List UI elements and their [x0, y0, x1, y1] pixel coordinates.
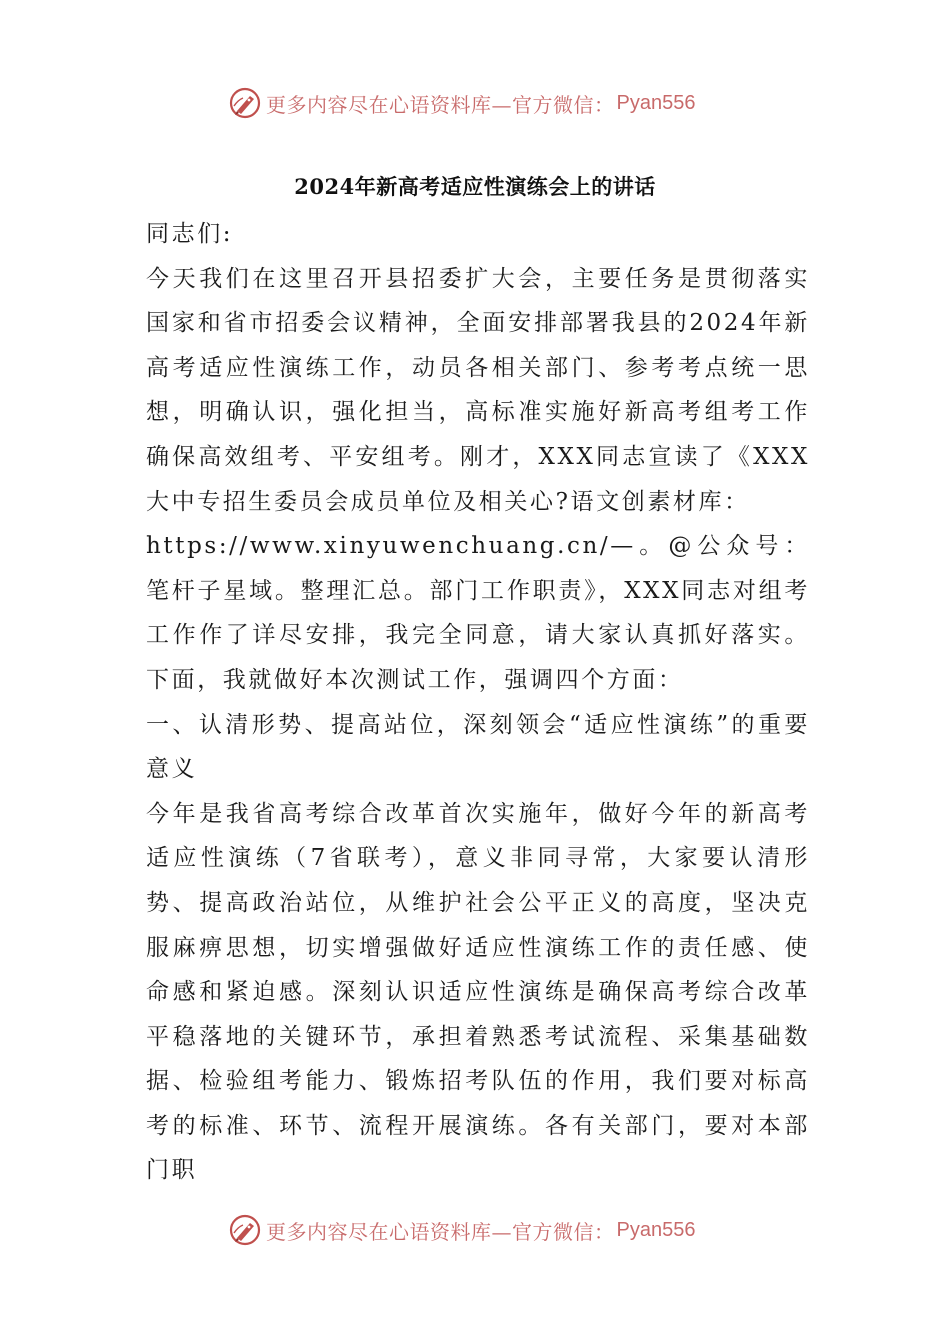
- pen-nib-logo-icon: [228, 1213, 262, 1247]
- page-title: 2024年新高考适应性演练会上的讲话: [294, 174, 656, 199]
- banner-slogan: 更多内容尽在心语资料库—官方微信：: [266, 1219, 615, 1244]
- salutation: 同志们:: [146, 221, 234, 247]
- footer-banner: [228, 1210, 695, 1250]
- document-body: [146, 212, 810, 1193]
- body-paragraph: 今年是我省高考综合改革首次实施年，做好今年的新高考适应性演练（7省联考），意义非同寻常，大家要认清形势、提高政治站位，从维护社会公平正义的高度，坚决克服麻痹思想，切实增强做好适应性演练工作的责任感、使命感和紧迫感。深刻认识适应性演练是确保高考综合改革平稳落地的关键环节，承担着熟悉考试流程、采集基础数据、检验组考能力、锻炼招考队伍的作用，我们要对标高考的标准、环节、流程开展演练。各有关部门，要对本部门职: [146, 800, 810, 1184]
- banner-wechat-account: Pyan556: [616, 91, 696, 114]
- pen-nib-logo-icon: [228, 86, 262, 120]
- body-paragraph: https://www.xinyuwenchuang.cn/—。@公众号：笔杆子星域。整理汇总。部门工作职责》，XXX同志对组考工作作了详尽安排，我完全同意，请大家认真抓好落实。下面，我就做好本次测试工作，强调四个方面：: [146, 533, 810, 693]
- banner-wechat-account: Pyan556: [616, 1218, 696, 1241]
- header-banner: [228, 83, 695, 123]
- body-paragraph: 今天我们在这里召开县招委扩大会，主要任务是贯彻落实国家和省市招委会议精神，全面安排部署我县的2024年新高考适应性演练工作，动员各相关部门、参考考点统一思想，明确认识，强化担当，高标准实施好新高考组考工作确保高效组考、平安组考。刚才，XXX同志宣读了《XXX大中专招生委员会成员单位及相关心?语文创素材库：: [146, 265, 810, 515]
- section-heading: 一、认清形势、提高站位，深刻领会“适应性演练”的重要意义: [146, 711, 810, 783]
- banner-slogan: 更多内容尽在心语资料库—官方微信：: [266, 92, 615, 117]
